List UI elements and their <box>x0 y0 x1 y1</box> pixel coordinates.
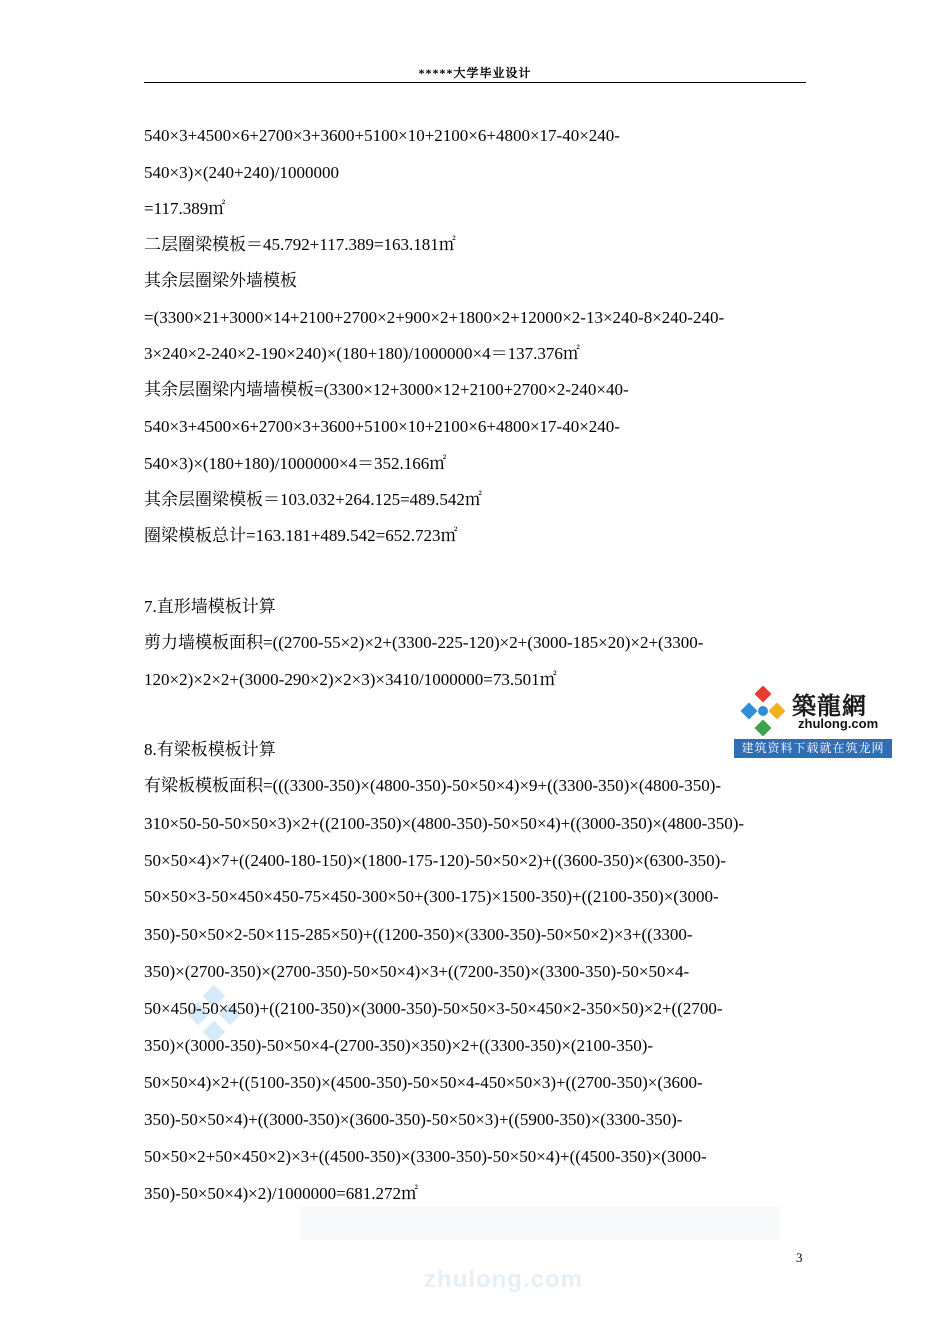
body-line: 圈梁模板总计=163.181+489.542=652.723㎡ <box>144 526 458 545</box>
body-line: 50×50×4)×2+((5100-350)×(4500-350)-50×50×4-450×50×3)+((2700-350)×(3600- <box>144 1073 703 1092</box>
body-line: 350)-50×50×4)×2)/1000000=681.272㎡ <box>144 1184 418 1203</box>
logo-slogan: 建筑资料下载就在筑龙网 <box>734 739 892 758</box>
section-heading: 8.有梁板模板计算 <box>144 740 276 759</box>
zhulong-logo <box>734 682 892 758</box>
body-line: 3×240×2-240×2-190×240)×(180+180)/1000000×4＝137.376㎡ <box>144 344 580 363</box>
body-line: 有梁板模板面积=(((3300-350)×(4800-350)-50×50×4)×9+((3300-350)×(4800-350)- <box>144 776 722 795</box>
body-line: 350)×(3000-350)-50×50×4-(2700-350)×350)×2+((3300-350)×(2100-350)- <box>144 1036 654 1055</box>
body-line: 50×50×4)×7+((2400-180-150)×(1800-175-120)-50×50×2)+((3600-350)×(6300-350)- <box>144 851 727 870</box>
body-line: =(3300×21+3000×14+2100+2700×2+900×2+1800×2+12000×2-13×240-8×240-240- <box>144 308 725 327</box>
watermark-band <box>300 1206 780 1240</box>
body-line: 310×50-50-50×50×3)×2+((2100-350)×(4800-350)-50×50×4)+((3000-350)×(4800-350)- <box>144 814 745 833</box>
zhulong-diamond-icon <box>738 686 788 736</box>
body-line: 540×3)×(240+240)/1000000 <box>144 163 339 182</box>
section-heading: 7.直形墙模板计算 <box>144 597 276 616</box>
body-line: 350)-50×50×4)+((3000-350)×(3600-350)-50×50×3)+((5900-350)×(3300-350)- <box>144 1110 683 1129</box>
logo-panel <box>734 682 892 738</box>
body-line: 50×50×3-50×450×450-75×450-300×50+(300-175)×1500-350)+((2100-350)×(3000- <box>144 887 719 906</box>
page-header-title: *****大学毕业设计 <box>418 66 532 80</box>
body-line: 50×50×2+50×450×2)×3+((4500-350)×(3300-350)-50×50×4)+((4500-350)×(3000- <box>144 1147 707 1166</box>
body-line: 540×3+4500×6+2700×3+3600+5100×10+2100×6+4800×17-40×240- <box>144 126 620 145</box>
body-line: 其余层圈梁模板＝103.032+264.125=489.542㎡ <box>144 490 482 509</box>
body-line: 120×2)×2×2+(3000-290×2)×2×3)×3410/1000000=73.501㎡ <box>144 670 557 689</box>
body-line: 350)-50×50×2-50×115-285×50)+((1200-350)×(3300-350)-50×50×2)×3+((3300- <box>144 925 693 944</box>
body-line: 350)×(2700-350)×(2700-350)-50×50×4)×3+((7200-350)×(3300-350)-50×50×4- <box>144 962 690 981</box>
body-line: 其余层圈梁外墙模板 <box>144 271 297 290</box>
page-number: 3 <box>796 1250 803 1265</box>
body-line: 剪力墙模板面积=((2700-55×2)×2+(3300-225-120)×2+(3000-185×20)×2+(3300- <box>144 633 704 652</box>
logo-name: 築龍網 <box>792 691 867 720</box>
body-line: 540×3)×(180+180)/1000000×4＝352.166㎡ <box>144 454 447 473</box>
body-line: 50×450-50×450)+((2100-350)×(3000-350)-50×50×3-50×450×2-350×50)×2+((2700- <box>144 999 723 1018</box>
body-line: 二层圈梁模板＝45.792+117.389=163.181㎡ <box>144 235 456 254</box>
watermark-text: zhulong.com <box>424 1266 583 1293</box>
body-line: 540×3+4500×6+2700×3+3600+5100×10+2100×6+4800×17-40×240- <box>144 417 620 436</box>
body-line: =117.389㎡ <box>144 199 226 218</box>
header-divider <box>144 82 806 83</box>
logo-domain: zhulong.com <box>798 716 879 731</box>
body-line: 其余层圈梁内墙墙模板=(3300×12+3000×12+2100+2700×2-240×40- <box>144 380 629 399</box>
